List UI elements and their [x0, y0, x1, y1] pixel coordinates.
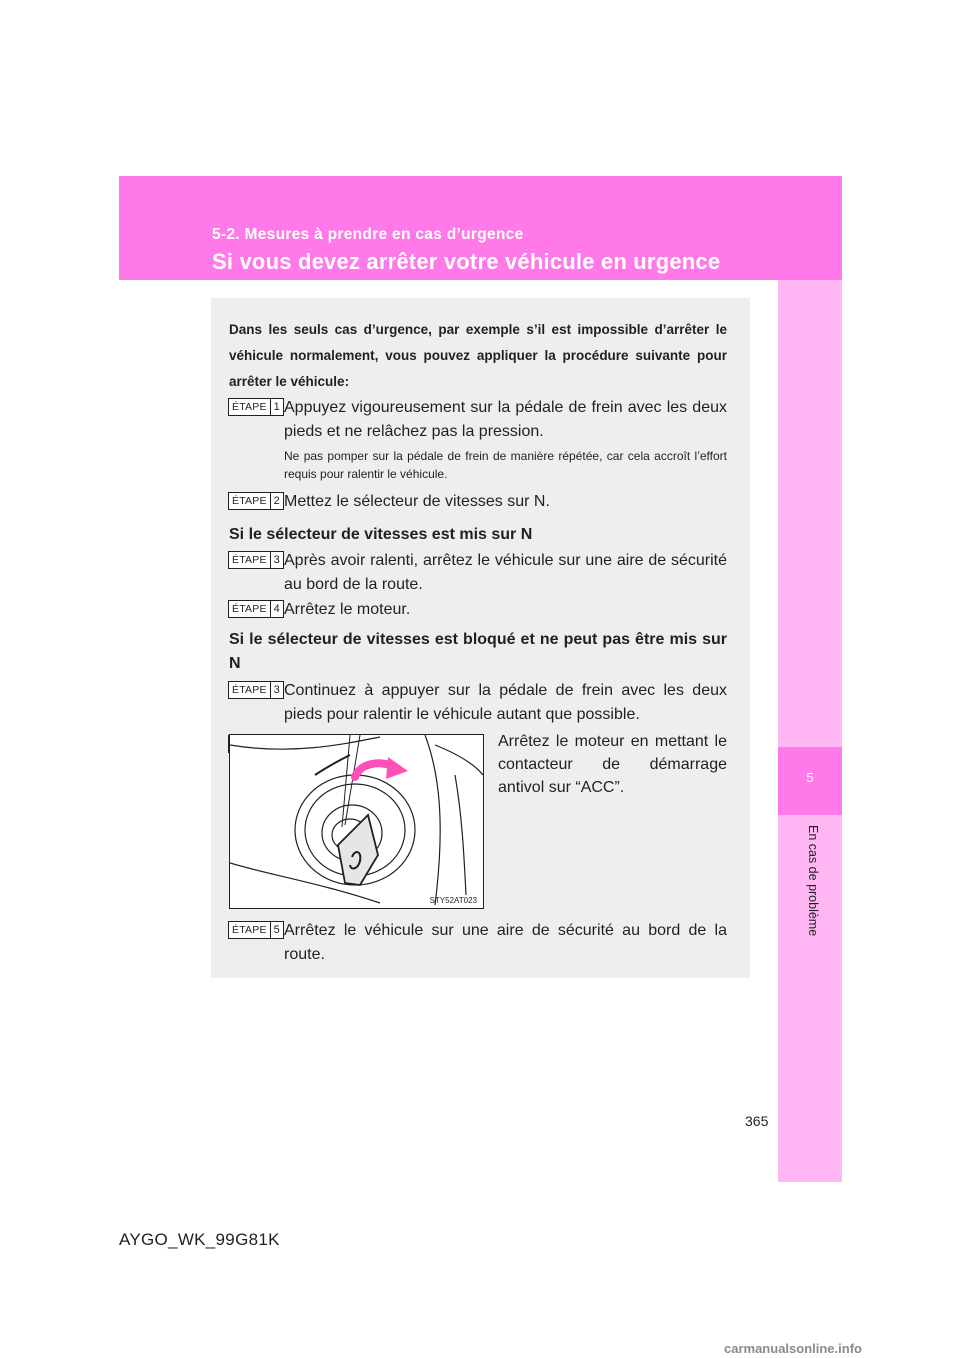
step-badge-5 — [228, 921, 284, 939]
step-5-text: Arrêtez le véhicule sur une aire de sécurité au bord de la route. — [284, 922, 727, 963]
step-badge-1 — [228, 398, 284, 416]
document-code: AYGO_WK_99G81K — [119, 1230, 280, 1249]
chapter-tab-label: En cas de problème — [806, 825, 820, 937]
page-number: 365 — [745, 1113, 769, 1129]
section-label: 5-2. Mesures à prendre en cas d’urgence — [212, 226, 524, 243]
page-title: Si vous devez arrêter votre véhicule en urgence — [212, 249, 721, 274]
side-strip — [778, 280, 842, 1182]
step-badge-2 — [228, 492, 284, 510]
illustration-code: STY52AT023 — [429, 896, 477, 905]
step-badge-label: ÉTAPE — [232, 684, 267, 696]
watermark: carmanualsonline.info — [724, 1341, 862, 1356]
step-badge-label: ÉTAPE — [232, 554, 267, 566]
step-badge-number: 4 — [270, 601, 283, 617]
step-3a-text: Après avoir ralenti, arrêtez le véhicule sur une aire de sécurité au bord de la route. — [284, 552, 727, 593]
condition-heading-n: Si le sélecteur de vitesses est mis sur N — [229, 526, 533, 543]
step-2-text: Mettez le sélecteur de vitesses sur N. — [284, 493, 550, 510]
step-badge-label: ÉTAPE — [232, 924, 267, 936]
ignition-key-drawing — [230, 735, 483, 908]
step-badge-label: ÉTAPE — [232, 603, 267, 615]
step-4a-text: Arrêtez le moteur. — [284, 601, 411, 618]
step-badge-4a — [228, 600, 284, 618]
step-badge-3b — [228, 681, 284, 699]
step-badge-label: ÉTAPE — [232, 495, 267, 507]
step-1-note: Ne pas pomper sur la pédale de frein de manière répétée, car cela accroît l’effort requis pour ralentir le véhicule. — [284, 449, 727, 481]
step-badge-number: 1 — [270, 399, 283, 415]
step-1-text: Appuyez vigoureusement sur la pédale de frein avec les deux pieds et ne relâchez pas la pression. — [284, 399, 727, 440]
ignition-illustration — [229, 734, 484, 909]
intro-paragraph: Dans les seuls cas d’urgence, par exemple s’il est impossible d’arrêter le véhicule normalement, vous pouvez appliquer la procédure suivante pour arrêter le véhicule: — [229, 322, 727, 389]
step-badge-number: 3 — [270, 552, 283, 568]
step-badge-number: 5 — [270, 922, 283, 938]
condition-heading-blocked: Si le sélecteur de vitesses est bloqué et ne peut pas être mis sur N — [229, 631, 727, 672]
step-badge-number: 3 — [270, 682, 283, 698]
step-badge-number: 2 — [270, 493, 283, 509]
step-4b-text: Arrêtez le moteur en mettant le contacteur de démarrage antivol sur “ACC”. — [498, 733, 727, 796]
chapter-tab-number: 5 — [806, 770, 814, 785]
step-badge-label: ÉTAPE — [232, 401, 267, 413]
step-badge-3a — [228, 551, 284, 569]
step-3b-text: Continuez à appuyer sur la pédale de frein avec les deux pieds pour ralentir le véhicule autant que possible. — [284, 682, 727, 723]
